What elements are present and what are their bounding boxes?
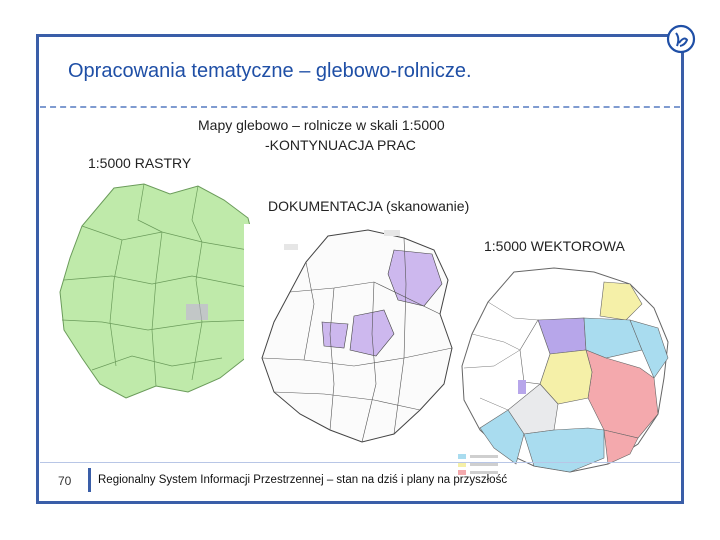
page-number: 70	[58, 474, 72, 488]
footer-text: Regionalny System Informacji Przestrzennej – stan na dziś i plany na przyszłość	[98, 474, 508, 486]
vector-map	[454, 258, 676, 480]
slide-title: Opracowania tematyczne – glebowo-rolnicze.	[68, 60, 472, 82]
footer-divider	[88, 468, 91, 492]
label-documentation: DOKUMENTACJA (skanowanie)	[268, 198, 470, 214]
label-raster: 1:5000 RASTRY	[88, 155, 192, 171]
subtitle-line-1: Mapy glebowo – rolnicze w skali 1:5000	[198, 117, 445, 133]
raster-map	[52, 180, 262, 410]
footer-separator	[40, 462, 680, 463]
logo-icon	[666, 24, 696, 54]
subtitle-line-2: -KONTYNUACJA PRAC	[265, 137, 416, 153]
label-vector: 1:5000 WEKTOROWA	[484, 238, 625, 254]
